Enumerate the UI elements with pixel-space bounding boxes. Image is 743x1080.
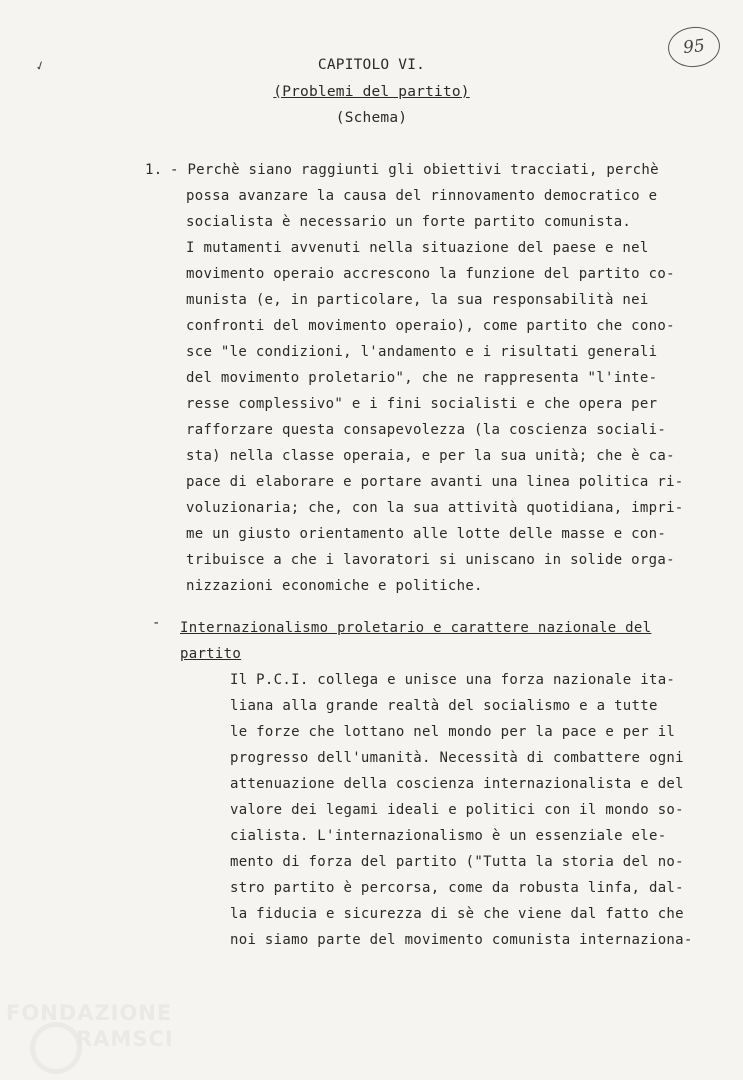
text-line: nizzazioni economiche e politiche. — [186, 578, 483, 594]
text-line: - Perchè siano raggiunti gli obiettivi tracciati, perchè — [170, 162, 659, 178]
text-line: stro partito è percorsa, come da robusta linfa, dal- — [230, 880, 684, 896]
text-line: movimento operaio accrescono la funzione del partito co- — [186, 266, 675, 282]
text-line: sce "le condizioni, l'andamento e i risultati generali — [186, 344, 658, 360]
text-line: tribuisce a che i lavoratori si uniscano in solide orga- — [186, 552, 675, 568]
text-line: Il P.C.I. collega e unisce una forza nazionale ita- — [230, 672, 676, 688]
text-line: I mutamenti avvenuti nella situazione del paese e nel — [186, 240, 649, 256]
chapter-scheme-label: (Schema) — [335, 110, 408, 126]
text-line: le forze che lottano nel mondo per la pace e per il — [230, 724, 676, 740]
check-mark-icon: ✓ — [33, 57, 47, 75]
text-line: noi siamo parte del movimento comunista internaziona- — [230, 932, 693, 948]
text-line: liana alla grande realtà del socialismo e a tutte — [230, 698, 658, 714]
section-2-dash: - — [152, 615, 161, 631]
watermark-line-2: RAMSCI — [76, 1027, 174, 1051]
text-line: rafforzare questa consapevolezza (la coscienza sociali- — [186, 422, 667, 438]
section-1-number: 1. — [145, 162, 163, 178]
text-line: possa avanzare la causa del rinnovamento democratico e — [186, 188, 658, 204]
chapter-title: CAPITOLO VI. — [317, 57, 426, 73]
text-line: resse complessivo" e i fini socialisti e che opera per — [186, 396, 658, 412]
chapter-subtitle — [0, 84, 743, 100]
text-line: progresso dell'umanità. Necessità di combattere ogni — [230, 750, 684, 766]
section-2-heading: Internazionalismo proletario e carattere nazionale del — [180, 620, 652, 636]
text-line: me un giusto orientamento alle lotte delle masse e con- — [186, 526, 667, 542]
text-line: confronti del movimento operaio), come partito che cono- — [186, 318, 675, 334]
text-line: voluzionaria; che, con la sua attività quotidiana, impri- — [186, 500, 684, 516]
text-line: sta) nella classe operaia, e per la sua unità; che è ca- — [186, 448, 675, 464]
text-line: cialista. L'internazionalismo è un essenziale ele- — [230, 828, 667, 844]
text-line: munista (e, in particolare, la sua responsabilità nei — [186, 292, 649, 308]
text-line: socialista è necessario un forte partito comunista. — [186, 214, 632, 230]
text-line: attenuazione della coscienza internazionalista e del — [230, 776, 684, 792]
page-number-circled: 95 — [666, 24, 722, 69]
text-line: del movimento proletario", che ne rappresenta "l'inte- — [186, 370, 658, 386]
text-line: valore dei legami ideali e politici con il mondo so- — [230, 802, 684, 818]
watermark-logo — [6, 1000, 174, 1052]
section-2-heading-cont: partito — [180, 646, 242, 662]
text-line: pace di elaborare e portare avanti una linea politica ri- — [186, 474, 684, 490]
text-line: la fiducia e sicurezza di sè che viene dal fatto che — [230, 906, 684, 922]
text-line: mento di forza del partito ("Tutta la storia del no- — [230, 854, 684, 870]
chapter-subtitle-text: (Problemi del partito) — [273, 84, 470, 100]
watermark-line-1: FONDAZIONE — [6, 1001, 173, 1025]
